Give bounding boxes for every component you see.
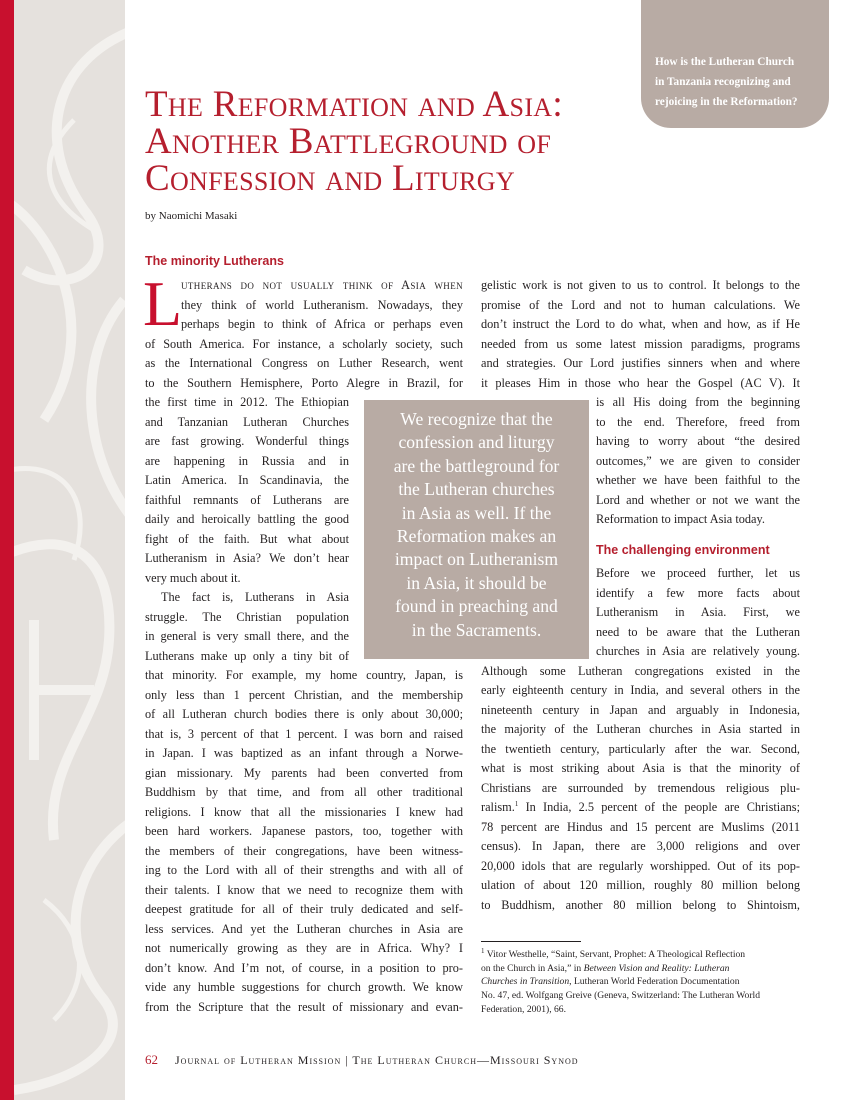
text-line: Reformation to impact Asia today.: [596, 512, 765, 526]
pull-quote-line: in Asia, it should be: [406, 572, 547, 593]
text-line: are happening in Russia and in: [145, 453, 349, 468]
text-line: the twentieth century, particularly after the war. Second,: [481, 741, 800, 756]
text-line: Although some Lutheran congregations existed in the: [481, 663, 800, 678]
decorative-band: [14, 0, 125, 1100]
section-heading-minority: The minority Lutherans: [145, 254, 284, 268]
article-title: The Reformation and Asia: Another Battleground of Confession and Liturgy: [145, 84, 563, 199]
text-line: it pleases Him in those who hear the Gospel (AC V). It: [481, 375, 800, 390]
text-line: been hard workers. Japanese pastors, too, together with: [145, 824, 463, 838]
pull-quote: [364, 400, 589, 659]
text-line: that is, 3 percent of that 1 percent. I was born and raised: [145, 726, 463, 741]
footnote-line: No. 47, ed. Wolfgang Greive (Geneva, Switzerland: The Lutheran World: [481, 990, 760, 1002]
text-line: in general is very small there, and the: [145, 629, 349, 643]
text-line: the majority of the Lutheran churches in Asia started in: [481, 722, 800, 736]
text-line: having to worry about “the desired: [596, 434, 800, 448]
footnote-line: on the Church in Asia,” in Between Vision and Reality: Lutheran: [481, 962, 730, 974]
text-line: to the end. Therefore, freed from: [596, 414, 800, 429]
pull-quote-line: We recognize that the: [400, 409, 553, 429]
text-line: 78 percent are Hindus and 15 percent are Muslims (2011: [481, 819, 800, 834]
text-line: is all His doing from the beginning: [596, 395, 800, 409]
footnote-ref: 1: [514, 799, 519, 808]
text-line: The fact is, Lutherans in Asia: [161, 590, 349, 604]
text-line: as the International Congress on Luther Research, went: [145, 356, 463, 370]
text-line: gian missionary. My parents had been converted from: [145, 765, 463, 780]
text-line: ulation of about 120 million, roughly 80 million belong: [481, 878, 800, 892]
text-line: outcomes,” we are given to consider: [596, 453, 800, 468]
text-line: utherans do not usually think of Asia when: [181, 278, 463, 292]
text-line: the first time in 2012. The Ethiopian: [145, 395, 349, 409]
text-line: that minority. For example, my home country, Japan, is: [145, 668, 463, 682]
text-line: Lutherans make up only a tiny bit of: [145, 648, 349, 663]
text-line: census). In Japan, there are 3,000 religions and over: [481, 839, 800, 853]
text-line: only less than 1 percent Christian, and the membership: [145, 687, 463, 702]
text-line: in Japan. I was baptized as an infant through a Norwe-: [145, 746, 463, 760]
text-line: identify a few more facts about: [596, 585, 800, 600]
text-line: Lutheranism in Asia. First, we: [596, 605, 800, 619]
text-line: Lutheranism in Asia? We don’t hear: [145, 551, 349, 565]
text-line: don’t instruct the Lord to do what, when and how, as if He: [481, 317, 800, 331]
text-line: to Buddhism, another 80 million belong to Shintoism,: [481, 897, 800, 912]
footnote-line: Federation, 2001), 66.: [481, 1003, 566, 1015]
pull-quote-line: are the battleground for: [393, 455, 560, 476]
running-footer: Journal of Lutheran Mission | The Lutheran Church—Missouri Synod: [175, 1053, 579, 1067]
pull-quote-line: in Asia as well. If the: [401, 502, 552, 523]
text-line: faithful remnants of Lutherans are: [145, 492, 349, 507]
text-line: of all Lutheran church bodies there is only about 30,000;: [145, 707, 463, 721]
text-line: daily and heroically battling the good: [145, 512, 349, 526]
text-line: don’t know. And I’m not, of course, in a position to pro-: [145, 960, 463, 975]
text-line: churches in Asia are relatively young.: [596, 644, 800, 658]
byline: by Naomichi Masaki: [145, 210, 238, 222]
text-line: early eighteenth century in India, and several others in the: [481, 683, 800, 697]
text-line: whether we have been faithful to the: [596, 473, 800, 487]
footnote-line: Churches in Transition, Lutheran World Federation Documentation: [481, 976, 740, 988]
sidebar-question-box: [641, 0, 829, 128]
text-line: are fast growing. Wonderful things: [145, 434, 349, 448]
pull-quote-line: confession and liturgy: [398, 432, 555, 453]
text-line: not numerically growing as they are in Africa. Why? I: [145, 941, 463, 955]
text-line: needed from us some latest mission paradigms, programs: [481, 336, 800, 351]
pull-quote-line: impact on Lutheranism: [394, 549, 559, 570]
red-edge-bar: [0, 0, 14, 1100]
text-line: Buddhism by that time, and from all other traditional: [145, 785, 463, 799]
footnote-rule: [481, 941, 581, 942]
text-line: ing to the Lord with all of their strengths and with all of: [145, 863, 463, 877]
pull-quote-line: Reformation makes an: [396, 526, 557, 546]
pull-quote-line: the Lutheran churches: [398, 479, 555, 500]
text-line: need to be aware that the Lutheran: [596, 624, 800, 639]
text-line: Lord and whether or not we want the: [596, 492, 800, 507]
footnote-line: $^1$ Vitor Westhelle, “Saint, Servant, Prophet: A Theological Reflection: [481, 946, 746, 960]
text-line: gelistic work is not given to us to control. It belongs to the: [481, 278, 800, 292]
text-line: their talents. I know that we need to recognize them with: [145, 882, 463, 897]
text-line: Latin America. In Scandinavia, the: [145, 473, 349, 487]
text-line: and strategies. Our Lord justifies sinners when and where: [481, 356, 800, 370]
text-line: religions. I know that all the missionaries I knew had: [145, 804, 463, 819]
text-line: perhaps begin to think of Africa or perhaps even: [181, 317, 463, 331]
text-line: fight of the faith. But what about: [145, 531, 349, 546]
section-heading-challenging: The challenging environment: [596, 543, 770, 557]
text-line: ralism.$^1$ In India, 2.5 percent of the people are Christians;: [481, 799, 800, 814]
pull-quote-line: found in preaching and: [395, 596, 558, 617]
text-line: to the Southern Hemisphere, Porto Alegre in Brazil, for: [145, 375, 463, 390]
text-line: what is most striking about Asia is that the minority of: [481, 761, 800, 775]
text-line: from the Scripture that the result of missionary and evan-: [145, 999, 463, 1014]
text-line: and Tanzanian Lutheran Churches: [145, 414, 349, 429]
page-number: 62: [145, 1052, 158, 1067]
text-line: less services. And yet the Lutheran churches in Asia are: [145, 921, 463, 936]
text-line: nineteenth century in Japan and arguably in Indonesia,: [481, 702, 800, 717]
text-line: Christians are surrounded by tremendous religious plu-: [481, 780, 800, 795]
sidebar-question: How is the Lutheran Church in Tanzania recognizing and rejoicing in the Reformation?: [655, 56, 798, 108]
text-line: the members of their congregations, have been witness-: [145, 843, 463, 858]
drop-cap: L: [143, 268, 183, 339]
text-line: deepest gratitude for all of their truly dedicated and self-: [145, 902, 463, 916]
decorative-seal-icon: [14, 0, 125, 1100]
pull-quote-line: in the Sacraments.: [411, 619, 542, 640]
text-line: Before we proceed further, let us: [596, 566, 800, 580]
text-line: vide any humble suggestions for church growth. We know: [145, 980, 463, 994]
text-line: 20,000 idols that are regularly worshipped. Out of its pop-: [481, 858, 800, 873]
text-line: struggle. The Christian population: [145, 609, 349, 624]
text-line: very much about it.: [145, 570, 241, 585]
text-line: of South America. For instance, a scholarly society, such: [145, 336, 463, 351]
text-line: they think of world Lutheranism. Nowadays, they: [181, 297, 463, 312]
text-line: promise of the Lord and not to human calculations. We: [481, 297, 800, 312]
